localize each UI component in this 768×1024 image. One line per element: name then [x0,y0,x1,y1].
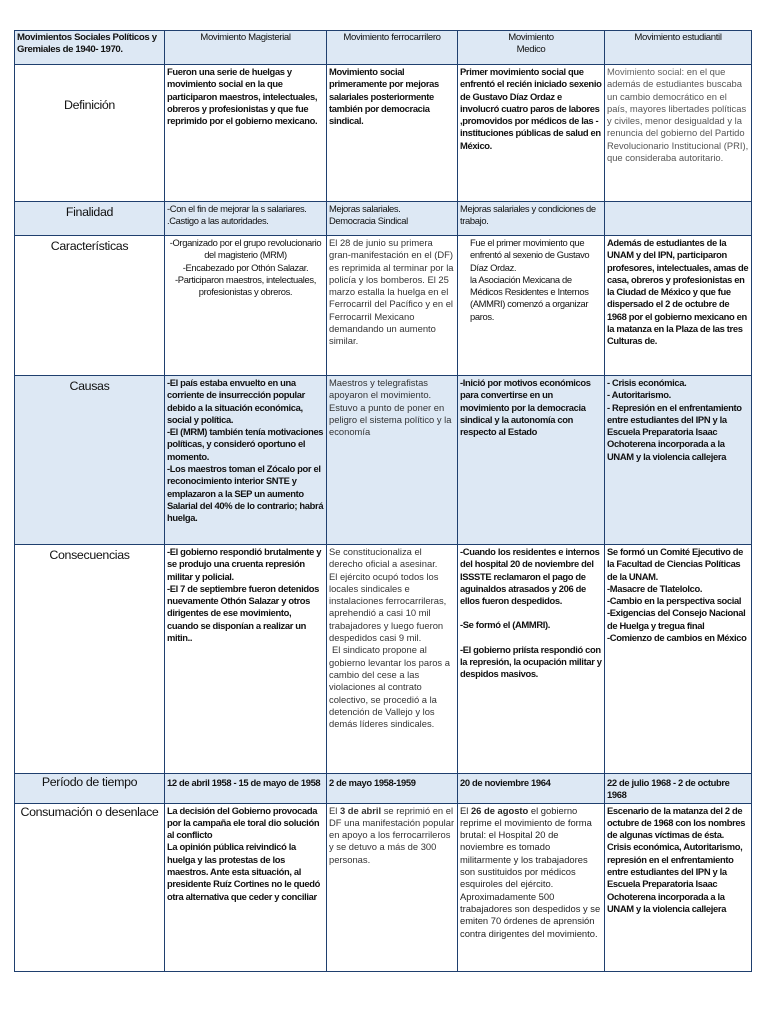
list-item: -Participaron maestros, intelectuales, profesionistas y obreros. [175,273,316,298]
list-item: - Autoritarismo. [607,389,671,401]
cell-periodo-estudiantil: 22 de julio 1968 - 2 de octubre 1968 [605,774,752,804]
list-item: Mejoras salariales. [329,203,401,214]
row-consumacion [15,803,752,971]
header-medico-line1: Movimiento [508,32,554,43]
row-label-definicion [15,65,165,202]
list-item: - Represión en el enfrentamiento entre estudiantes del IPN y la Escuela Preparatoria Isaac Ochoterena incorporada a la UNAM y la violencia callejera [607,401,742,462]
cell-definicion-ferrocarrilero: Movimiento social primeramente por mejoras salariales posteriormente también por democracia sindical. [327,65,458,202]
list-item: -El 7 de septiembre fueron detenidos nuevamente Othón Salazar y otros dirigentes de ese movimiento, cuando se disponían a realizar un mitin.. [167,582,320,644]
list-item: El sindicato propone al gobierno levantar los paros a cambio del cese a las violaciones al contrato colectivo, se procedió a la detención de Vallejo y los demás líderes sindicales. [329,644,450,730]
row-label-periodo: Período de tiempo [15,774,165,804]
row-label-text: Definición [64,98,115,112]
cell-definicion-medico: Primer movimiento social que enfrentó el recién iniciado sexenio de Gustavo Díaz Ordaz e involucró cuatro paros de labores ,promovidos por médicos de las -instituciones públicas de salud en México. [458,65,605,202]
cell-definicion-estudiantil [605,65,752,202]
spacer [460,632,602,644]
movements-table [14,30,752,972]
spacer [460,607,602,619]
list-item: -El (MRM) también tenía motivaciones políticas, y consideró oportuno el momento. [167,426,324,462]
text-segment: El [460,804,471,816]
header-estudiantil: Movimiento estudiantil [605,31,752,65]
cell-consumacion-ferrocarrilero [327,803,458,971]
list-item: .Castigo a las autoridades. [167,215,269,227]
cell-finalidad-estudiantil [605,202,752,236]
cell-periodo-ferrocarrilero: 2 de mayo 1958-1959 [327,774,458,804]
row-label-caracteristicas: Características [15,236,165,376]
cell-causas-medico: -Inició por motivos económicos para convertirse en un movimiento por la democracia sindical y la autonomía con respecto al Estado [458,376,605,545]
list-item: -El gobierno priísta respondió con la represión, la ocupación militar y despidos masivos. [460,643,602,680]
header-medico-line2: Medico [516,44,546,56]
row-definicion [15,65,752,202]
list-item: -Masacre de Tlatelolco. [607,582,703,594]
row-label-consecuencias: Consecuencias [15,545,165,774]
table-title: Movimientos Sociales Políticos y Gremiales de 1940- 1970. [15,31,165,65]
date-highlight: 26 de agosto [470,804,529,816]
row-consecuencias [15,545,752,774]
cell-periodo-medico: 20 de noviembre 1964 [458,774,605,804]
list-item: -Se formó el (AMMRI). [460,619,551,631]
list-item: -Cuando los residentes e internos del hospital 20 de noviembre del ISSSTE reclamaron el pago de aguinaldos atrasados y 206 de ellos fueron despedidos. [460,546,600,607]
row-finalidad [15,202,752,236]
cell-causas-magisterial [165,376,327,545]
cell-caracteristicas-estudiantil: Además de estudiantes de la UNAM y del IPN, participaron profesores, intelectuales, amas de casa, obreros y profesionistas en la Ciudad de México y que fue dispersado el 2 de octubre de 1968 por el gobierno mexicano en la matanza en la Plaza de las tres Culturas de. [605,236,752,376]
header-row [15,31,752,65]
header-ferrocarrilero: Movimiento ferrocarrilero [327,31,458,65]
list-item: -Comienzo de cambios en México [607,632,747,644]
cell-consumacion-magisterial [165,803,327,971]
cell-caracteristicas-medico [458,236,605,376]
list-item: -Encabezado por Othón Salazar. [182,261,309,273]
list-item: Se constitucionaliza el derecho oficial a asesinar. [329,546,438,570]
date-highlight: 3 de abril [339,804,382,816]
list-item: El ejército ocupó todos los locales sindicales e instalaciones ferrocarrileras, aprehendió a casi 10 mil trabajadores y luego fueron despedidos casi 9 mil. [329,570,447,644]
list-item: la Asociación Mexicana de Médicos Residentes e Internos (AMMRI) comenzó a organizar paros. [470,273,589,322]
row-caracteristicas [15,236,752,376]
list-item: La opinión pública reivindicó la huelga y las protestas de los maestros. Ante esta situación, al presidente Ruíz Cortines no le quedó otra alternativa que ceder y conciliar [167,841,321,902]
header-medico [458,31,605,65]
row-label-consumacion: Consumación o desenlace [15,803,165,971]
text-segment: El [329,804,340,816]
cell-consumacion-estudiantil: Escenario de la matanza del 2 de octubre de 1968 con los nombres de algunas víctimas de ésta. Crisis económica, Autoritarismo, represión en el enfrentamiento entre estudiantes del IPN y la Escuela Preparatoria Isaac Ochoterena incorporada a la UNAM y la violencia callejera [605,803,752,971]
cell-causas-estudiantil [605,376,752,545]
list-item: -Con el fin de mejorar la s salariares. [167,203,307,214]
list-item: -El país estaba envuelto en una corriente de insurrección popular debido a la situación económica, social y política. [167,377,305,425]
cell-consumacion-medico [458,803,605,971]
row-periodo [15,774,752,804]
cell-consecuencias-medico [458,545,605,774]
list-item: La decisión del Gobierno provocada por la campaña ele toral dio solución al conflicto [167,804,320,841]
cell-caracteristicas-magisterial [165,236,327,376]
cell-causas-ferrocarrilero: Maestros y telegrafistas apoyaron el movimiento. Estuvo a punto de poner en peligro el sistema político y la economía [327,376,458,545]
definicion-estudiantil-lead: Movimiento social [607,66,682,77]
definicion-estudiantil-text: : en el que además de estudiantes buscaba un cambio democrático en el país, mayores libertades políticas y civiles, menor desigualdad y la renuncia del gobierno del Partido Revolucionario Institucional (PRI), que consideraba autoritario. [607,66,749,164]
row-label-finalidad: Finalidad [15,202,165,236]
cell-consecuencias-magisterial [165,545,327,774]
list-item: -El gobierno respondió brutalmente y se produjo una cruenta represión militar y policial. [167,546,322,582]
cell-consecuencias-estudiantil [605,545,752,774]
list-item: -Organizado por el grupo revolucionario del magisterio (MRM) [169,237,322,261]
cell-finalidad-ferrocarrilero [327,202,458,236]
text-segment: el gobierno reprime el movimiento de forma brutal: el Hospital 20 de noviembre es tomado militarmente y los trabajadores son sustituidos por médicos esquiroles del ejército. Aproximadamente 500 trabajadores son despedidos y se emiten 70 órdenes de aprensión contra dirigentes del movimiento. [460,804,601,939]
list-item: Fue el primer movimiento que enfrentó al sexenio de Gustavo Díaz Ordaz. [470,237,590,273]
row-label-causas: Causas [15,376,165,545]
row-causas [15,376,752,545]
list-item: -Cambio en la perspectiva social [607,595,742,607]
list-item: -Los maestros toman el Zócalo por el reconocimiento interior SNTE y emplazaron a la SEP un aumento Salarial del 40% de lo contrario; habrá huelga. [167,463,324,524]
cell-periodo-magisterial: 12 de abril 1958 - 15 de mayo de 1958 [165,774,327,804]
list-item: -Exigencias del Consejo Nacional de Huelga y tregua final [607,607,746,631]
cell-consecuencias-ferrocarrilero [327,545,458,774]
list-item: Se formó un Comité Ejecutivo de la Facultad de Ciencias Políticas de la UNAM. [607,546,744,582]
cell-caracteristicas-ferrocarrilero: El 28 de junio su primera gran-manifestación en el (DF) es reprimida al terminar por la policía y los bomberos. El 25 marzo estalla la huelga en el Ferrocarril del Pacífico y en el Ferrocarril Mexicano demandando un aumento similar. [327,236,458,376]
list-item: Democracia Sindical [329,215,408,227]
cell-finalidad-magisterial [165,202,327,236]
text-segment: se reprimió en el DF una manifestación popular en apoyo a los ferrocarrileros y se detuvo a más de 300 personas. [329,804,455,865]
cell-definicion-magisterial: Fueron una serie de huelgas y movimiento social en la que participaron maestros, intelectuales, obreros y profesionistas y que fue reprimido por el gobierno mexicano. [165,65,327,202]
list-item: - Crisis económica. [607,377,687,388]
header-magisterial: Movimiento Magisterial [165,31,327,65]
cell-finalidad-medico: Mejoras salariales y condiciones de trabajo. [458,202,605,236]
